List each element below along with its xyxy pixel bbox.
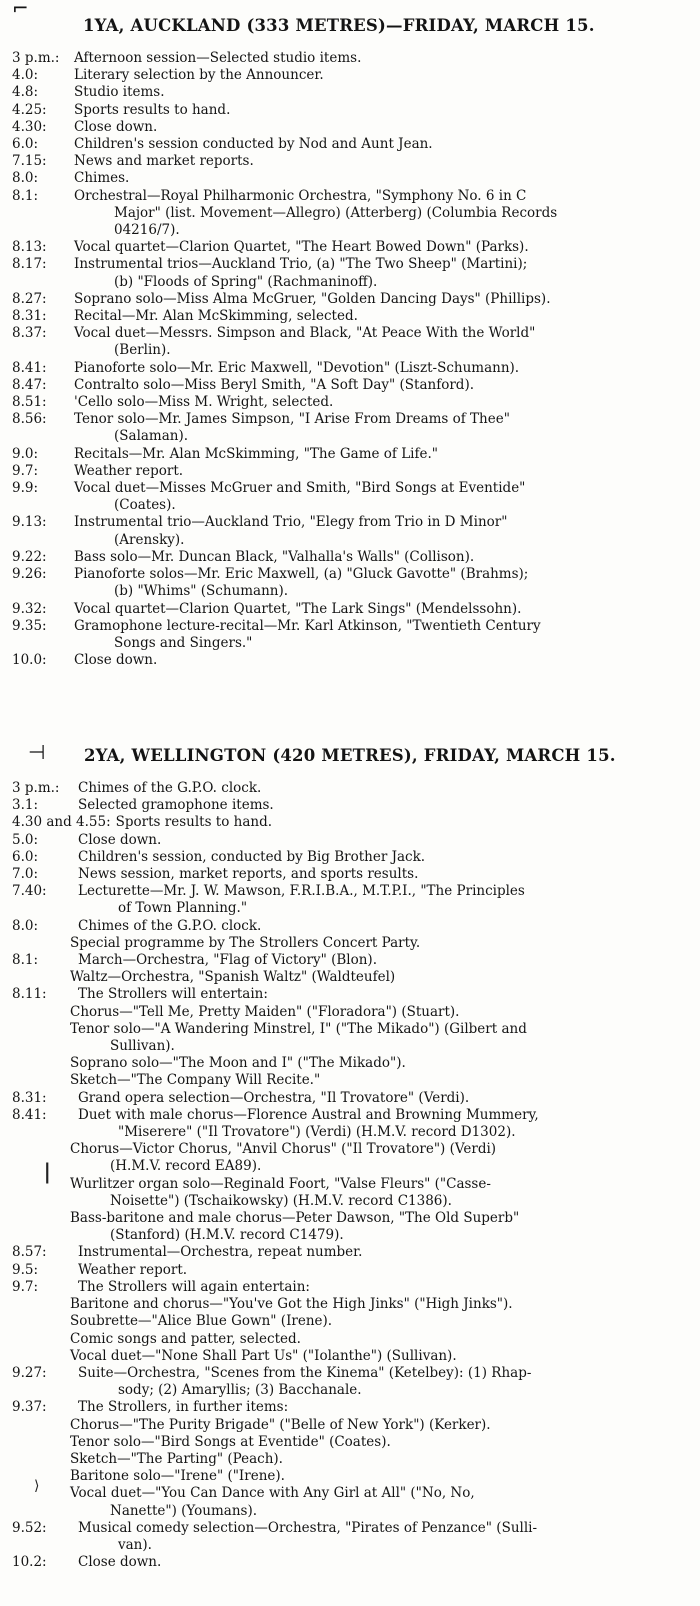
entry-text: [78, 1520, 700, 1554]
schedule-list: [0, 50, 700, 669]
schedule-entry: [0, 797, 700, 814]
sub-item: [0, 1210, 700, 1244]
sub-item-line: Noisette") (Tschaikowsky) (H.M.V. record C1386).: [110, 1192, 452, 1209]
sub-item-line: Baritone and chorus—"You've Got the High Jinks" ("High Jinks").: [70, 1296, 513, 1313]
entry-text: [74, 170, 700, 187]
entry-line: The Strollers will entertain:: [78, 986, 268, 1003]
entry-text: [74, 618, 700, 652]
entry-text: [78, 1365, 700, 1399]
entry-line: Suite—Orchestra, "Scenes from the Kinema" (Ketelbey): (1) Rhap-: [78, 1364, 532, 1381]
entry-text: [74, 325, 700, 359]
sub-item-line: Vocal duet—"None Shall Part Us" ("Iolanthe") (Sullivan).: [70, 1347, 457, 1364]
sub-item-line: Nanette") (Youmans).: [110, 1502, 258, 1519]
entry-line: News and market reports.: [74, 153, 254, 170]
entry-text: [74, 136, 700, 153]
entry-line: Vocal duet—Misses McGruer and Smith, "Bird Songs at Eventide": [74, 480, 526, 497]
entry-time: 9.5:: [12, 1261, 39, 1278]
entry-time: 4.25:: [12, 101, 47, 118]
schedule-entry: [0, 291, 700, 308]
entry-line: van).: [118, 1536, 152, 1553]
entry-time: 8.1:: [12, 952, 39, 969]
schedule-entry: [0, 67, 700, 84]
station-heading: ⌐ 1YA, AUCKLAND (333 METRES)—FRIDAY, MARCH 15.: [12, 0, 595, 35]
entry-time: 8.0:: [12, 170, 39, 187]
entry-text: [78, 952, 700, 969]
sub-item-line: (Stanford) (H.M.V. record C1479).: [110, 1227, 344, 1244]
schedule-entry: [0, 618, 700, 652]
sub-item: [0, 969, 700, 986]
sub-item-line: Baritone solo—"Irene" ("Irene).: [70, 1468, 285, 1485]
entry-text: [74, 67, 700, 84]
entry-line: (Berlin).: [114, 342, 171, 359]
entry-time: 9.52:: [12, 1519, 47, 1536]
schedule-entry: [0, 153, 700, 170]
ink-mark-icon: ǀ: [44, 1160, 51, 1185]
sub-item: [0, 1434, 700, 1451]
schedule-entry: [0, 1262, 700, 1279]
sub-item: [0, 1021, 700, 1055]
sub-item: [0, 1468, 700, 1485]
schedule-entry: [0, 566, 700, 600]
entry-time: 9.22:: [12, 548, 47, 565]
entry-text: [78, 797, 700, 814]
sub-item-line: Vocal duet—"You Can Dance with Any Girl at All" ("No, No,: [70, 1485, 475, 1502]
entry-line: Chimes of the G.P.O. clock.: [78, 917, 262, 934]
entry-line: Studio items.: [74, 84, 165, 101]
sub-item-line: (H.M.V. record EA89).: [110, 1158, 262, 1175]
sub-item-line: Sketch—"The Company Will Recite.": [70, 1072, 321, 1089]
schedule-entry: [0, 1244, 700, 1261]
schedule-entry: [0, 446, 700, 463]
entry-time: 4.8:: [12, 84, 39, 101]
schedule-entry: [0, 1399, 700, 1416]
entry-text: [74, 601, 700, 618]
entry-line: Songs and Singers.": [114, 634, 253, 651]
entry-time: 9.26:: [12, 566, 47, 583]
entry-text: [74, 119, 700, 136]
sub-item-line: Chorus—"The Purity Brigade" ("Belle of New York") (Kerker).: [70, 1416, 491, 1433]
entry-time: 3.1:: [12, 797, 39, 814]
entry-time: 8.37:: [12, 325, 47, 342]
entry-time: 4.0:: [12, 67, 39, 84]
entry-time: 8.56:: [12, 411, 47, 428]
station-heading: ⊣ 2YA, WELLINGTON (420 METRES), FRIDAY, MARCH 15.: [28, 740, 616, 765]
schedule-entry: [0, 652, 700, 669]
entry-line: 04216/7).: [114, 222, 180, 239]
sub-item: [0, 1485, 700, 1519]
entry-line: Sports results to hand.: [115, 814, 272, 831]
entry-line: of Town Planning.": [118, 900, 248, 917]
sub-item: [0, 1055, 700, 1072]
entry-time: 9.7:: [12, 1278, 39, 1295]
entry-text: [74, 308, 700, 325]
entry-time: 8.51:: [12, 394, 47, 411]
entry-line: Weather report.: [74, 462, 184, 479]
entry-time: 8.0:: [12, 917, 39, 934]
entry-text: [74, 411, 700, 445]
entry-time: 8.57:: [12, 1244, 47, 1261]
schedule-list: [0, 780, 700, 1571]
entry-time: 8.11:: [12, 986, 47, 1003]
schedule-entry: [0, 849, 700, 866]
schedule-entry: [0, 84, 700, 101]
schedule-entry: [0, 119, 700, 136]
entry-text: [78, 1244, 700, 1261]
schedule-entry: [0, 188, 700, 240]
entry-time: 9.37:: [12, 1399, 47, 1416]
margin-tick-icon: ⌐: [12, 0, 29, 20]
entry-text: [74, 446, 700, 463]
entry-text: [78, 1554, 700, 1571]
sub-item-line: Waltz—Orchestra, "Spanish Waltz" (Waldteufel): [70, 969, 396, 986]
entry-text: [74, 480, 700, 514]
sub-item: [0, 1451, 700, 1468]
entry-line: Instrumental—Orchestra, repeat number.: [78, 1244, 363, 1261]
entry-text: [74, 360, 700, 377]
entry-time: 3 p.m.:: [12, 50, 60, 66]
entry-line: (Coates).: [114, 497, 176, 514]
entry-time: 7.15:: [12, 153, 47, 170]
entry-line: The Strollers, in further items:: [78, 1399, 289, 1416]
schedule-entry: [0, 883, 700, 917]
entry-line: Musical comedy selection—Orchestra, "Pirates of Penzance" (Sulli-: [78, 1519, 538, 1536]
entry-text: [78, 1107, 700, 1141]
entry-line: Grand opera selection—Orchestra, "Il Trovatore" (Verdi).: [78, 1089, 470, 1106]
schedule-entry: [0, 918, 700, 935]
entry-text: [78, 883, 700, 917]
schedule-entry: [0, 986, 700, 1003]
schedule-entry: [0, 1090, 700, 1107]
sub-item: [0, 1313, 700, 1330]
schedule-entry: [0, 832, 700, 849]
ink-mark-icon: ⟩: [34, 1478, 40, 1494]
entry-time: 9.13:: [12, 514, 47, 531]
entry-line: Gramophone lecture-recital—Mr. Karl Atkinson, "Twentieth Century: [74, 617, 541, 634]
entry-text: [74, 153, 700, 170]
entry-line: Afternoon session—Selected studio items.: [74, 50, 362, 66]
entry-time: 4.30 and 4.55:: [12, 814, 111, 831]
entry-line: Chimes.: [74, 170, 130, 187]
entry-text: [78, 1262, 700, 1279]
sub-item: [0, 1417, 700, 1434]
schedule-entry: [0, 394, 700, 411]
sub-item: [0, 1296, 700, 1313]
entry-line: Soprano solo—Miss Alma McGruer, "Golden Dancing Days" (Phillips).: [74, 290, 551, 307]
schedule-entry: [0, 1520, 700, 1554]
entry-text: [78, 780, 700, 797]
entry-line: Weather report.: [78, 1261, 188, 1278]
entry-line: Literary selection by the Announcer.: [74, 67, 324, 84]
entry-time: 3 p.m.:: [12, 780, 60, 796]
sub-item-line: Chorus—Victor Chorus, "Anvil Chorus" ("Il Trovatore") (Verdi): [70, 1141, 497, 1158]
entry-line: Children's session conducted by Nod and Aunt Jean.: [74, 136, 433, 153]
entry-time: 8.31:: [12, 308, 47, 325]
schedule-entry: [0, 463, 700, 480]
entry-time: 9.35:: [12, 617, 47, 634]
sub-item-line: Soubrette—"Alice Blue Gown" (Irene).: [70, 1313, 333, 1330]
entry-line: Close down.: [78, 1554, 162, 1571]
schedule-entry: [0, 601, 700, 618]
entry-time: 6.0:: [12, 136, 39, 153]
sub-item: [0, 1072, 700, 1089]
entry-text: [78, 1090, 700, 1107]
entry-line: Duet with male chorus—Florence Austral and Browning Mummery,: [78, 1106, 539, 1123]
sub-item: [0, 935, 700, 952]
entry-line: sody; (2) Amaryllis; (3) Bacchanale.: [118, 1382, 362, 1399]
entry-line: Recital—Mr. Alan McSkimming, selected.: [74, 308, 358, 325]
entry-text: [74, 188, 700, 240]
schedule-entry: [0, 780, 700, 797]
entry-time: 10.2:: [12, 1554, 47, 1571]
schedule-entry: [0, 814, 700, 831]
schedule-entry: [0, 480, 700, 514]
entry-time: 8.13:: [12, 239, 47, 256]
entry-text: [78, 1399, 700, 1416]
entry-text: [74, 514, 700, 548]
schedule-entry: [0, 866, 700, 883]
entry-text: [78, 832, 700, 849]
entry-line: Close down.: [78, 831, 162, 848]
entry-line: Pianoforte solo—Mr. Eric Maxwell, "Devotion" (Liszt-Schumann).: [74, 359, 520, 376]
sub-item: [0, 1348, 700, 1365]
sub-item-line: Special programme by The Strollers Concert Party.: [70, 934, 421, 951]
entry-text: [74, 377, 700, 394]
schedule-entry: [0, 239, 700, 256]
entry-time: 10.0:: [12, 652, 47, 669]
entry-line: Vocal quartet—Clarion Quartet, "The Lark Sings" (Mendelssohn).: [74, 600, 522, 617]
sub-item: [0, 1141, 700, 1175]
entry-line: Close down.: [74, 118, 158, 135]
sub-item-line: Sketch—"The Parting" (Peach).: [70, 1450, 283, 1467]
entry-text: [74, 652, 700, 669]
entry-text: [74, 50, 700, 67]
entry-line: Children's session, conducted by Big Brother Jack.: [78, 848, 426, 865]
sub-item-line: Comic songs and patter, selected.: [70, 1330, 301, 1347]
entry-line: Bass solo—Mr. Duncan Black, "Valhalla's Walls" (Collison).: [74, 548, 475, 565]
sub-item-line: Soprano solo—"The Moon and I" ("The Mikado").: [70, 1055, 406, 1072]
entry-time: 8.31:: [12, 1089, 47, 1106]
margin-tick-icon: ⊣: [28, 740, 46, 764]
sub-item-line: Tenor solo—"A Wandering Minstrel, I" ("The Mikado") (Gilbert and: [70, 1020, 527, 1037]
schedule-entry: [0, 170, 700, 187]
sub-item: [0, 1004, 700, 1021]
entry-text: [116, 814, 700, 831]
entry-line: News session, market reports, and sports results.: [78, 866, 419, 883]
entry-time: 9.0:: [12, 445, 39, 462]
schedule-entry: [0, 308, 700, 325]
entry-text: [74, 256, 700, 290]
entry-line: Pianoforte solos—Mr. Eric Maxwell, (a) "Gluck Gavotte" (Brahms);: [74, 566, 529, 583]
entry-line: Instrumental trio—Auckland Trio, "Elegy from Trio in D Minor": [74, 514, 508, 531]
schedule-entry: [0, 377, 700, 394]
schedule-entry: [0, 325, 700, 359]
sub-item-line: Chorus—"Tell Me, Pretty Maiden" ("Floradora") (Stuart).: [70, 1003, 460, 1020]
entry-text: [74, 84, 700, 101]
entry-time: 8.41:: [12, 359, 47, 376]
sub-item: [0, 1331, 700, 1348]
entry-time: 8.1:: [12, 187, 39, 204]
entry-line: "Miserere" ("Il Trovatore") (Verdi) (H.M.V. record D1302).: [118, 1124, 516, 1141]
entry-time: 9.9:: [12, 480, 39, 497]
entry-line: Vocal quartet—Clarion Quartet, "The Heart Bowed Down" (Parks).: [74, 239, 529, 256]
entry-time: 9.32:: [12, 600, 47, 617]
entry-time: 8.27:: [12, 290, 47, 307]
entry-text: [74, 291, 700, 308]
entry-line: The Strollers will again entertain:: [78, 1278, 310, 1295]
entry-text: [74, 566, 700, 600]
entry-text: [74, 549, 700, 566]
sub-item: [0, 1176, 700, 1210]
entry-line: Chimes of the G.P.O. clock.: [78, 780, 262, 796]
entry-time: 9.7:: [12, 462, 39, 479]
entry-line: Orchestral—Royal Philharmonic Orchestra, "Symphony No. 6 in C: [74, 187, 527, 204]
schedule-entry: [0, 514, 700, 548]
entry-line: Lecturette—Mr. J. W. Mawson, F.R.I.B.A., M.T.P.I., "The Principles: [78, 883, 525, 900]
sub-item-line: Tenor solo—"Bird Songs at Eventide" (Coates).: [70, 1433, 391, 1450]
entry-line: Instrumental trios—Auckland Trio, (a) "The Two Sheep" (Martini);: [74, 256, 528, 273]
entry-time: 9.27:: [12, 1364, 47, 1381]
entry-line: (b) "Floods of Spring" (Rachmaninoff).: [114, 273, 378, 290]
entry-line: Close down.: [74, 652, 158, 669]
schedule-entry: [0, 1365, 700, 1399]
entry-line: Tenor solo—Mr. James Simpson, "I Arise From Dreams of Thee": [74, 411, 510, 428]
entry-line: Recitals—Mr. Alan McSkimming, "The Game of Life.": [74, 445, 438, 462]
schedule-entry: [0, 1554, 700, 1571]
entry-line: March—Orchestra, "Flag of Victory" (Blon).: [78, 952, 377, 969]
entry-text: [78, 1279, 700, 1296]
entry-line: Sports results to hand.: [74, 101, 231, 118]
schedule-entry: [0, 256, 700, 290]
entry-text: [78, 918, 700, 935]
entry-line: Selected gramophone items.: [78, 797, 274, 814]
sub-item-line: Bass-baritone and male chorus—Peter Dawson, "The Old Superb": [70, 1210, 520, 1227]
entry-text: [74, 102, 700, 119]
schedule-entry: [0, 411, 700, 445]
entry-text: [74, 239, 700, 256]
entry-line: (b) "Whims" (Schumann).: [114, 583, 289, 600]
schedule-entry: [0, 102, 700, 119]
entry-time: 8.47:: [12, 376, 47, 393]
entry-time: 5.0:: [12, 831, 39, 848]
schedule-entry: [0, 549, 700, 566]
entry-text: [78, 986, 700, 1003]
entry-line: (Arensky).: [114, 531, 185, 548]
entry-text: [78, 866, 700, 883]
entry-time: 8.17:: [12, 256, 47, 273]
entry-line: Major" (list. Movement—Allegro) (Atterberg) (Columbia Records: [114, 204, 558, 221]
sub-item-line: Wurlitzer organ solo—Reginald Foort, "Valse Fleurs" ("Casse-: [70, 1175, 491, 1192]
entry-time: 7.40:: [12, 883, 47, 900]
programme-auckland: [0, 0, 700, 669]
schedule-entry: [0, 50, 700, 67]
entry-text: [74, 463, 700, 480]
schedule-entry: [0, 136, 700, 153]
sub-item-line: Sullivan).: [110, 1038, 175, 1055]
entry-text: [74, 394, 700, 411]
schedule-entry: [0, 360, 700, 377]
entry-text: [78, 849, 700, 866]
entry-line: Vocal duet—Messrs. Simpson and Black, "At Peace With the World": [74, 325, 536, 342]
schedule-entry: [0, 1107, 700, 1141]
entry-time: 7.0:: [12, 866, 39, 883]
schedule-entry: [0, 952, 700, 969]
entry-time: 8.41:: [12, 1106, 47, 1123]
entry-time: 4.30:: [12, 118, 47, 135]
schedule-entry: [0, 1279, 700, 1296]
entry-line: Contralto solo—Miss Beryl Smith, "A Soft Day" (Stanford).: [74, 376, 474, 393]
programme-wellington: [0, 736, 700, 1571]
entry-line: (Salaman).: [114, 428, 189, 445]
entry-line: 'Cello solo—Miss M. Wright, selected.: [74, 394, 334, 411]
entry-time: 6.0:: [12, 848, 39, 865]
